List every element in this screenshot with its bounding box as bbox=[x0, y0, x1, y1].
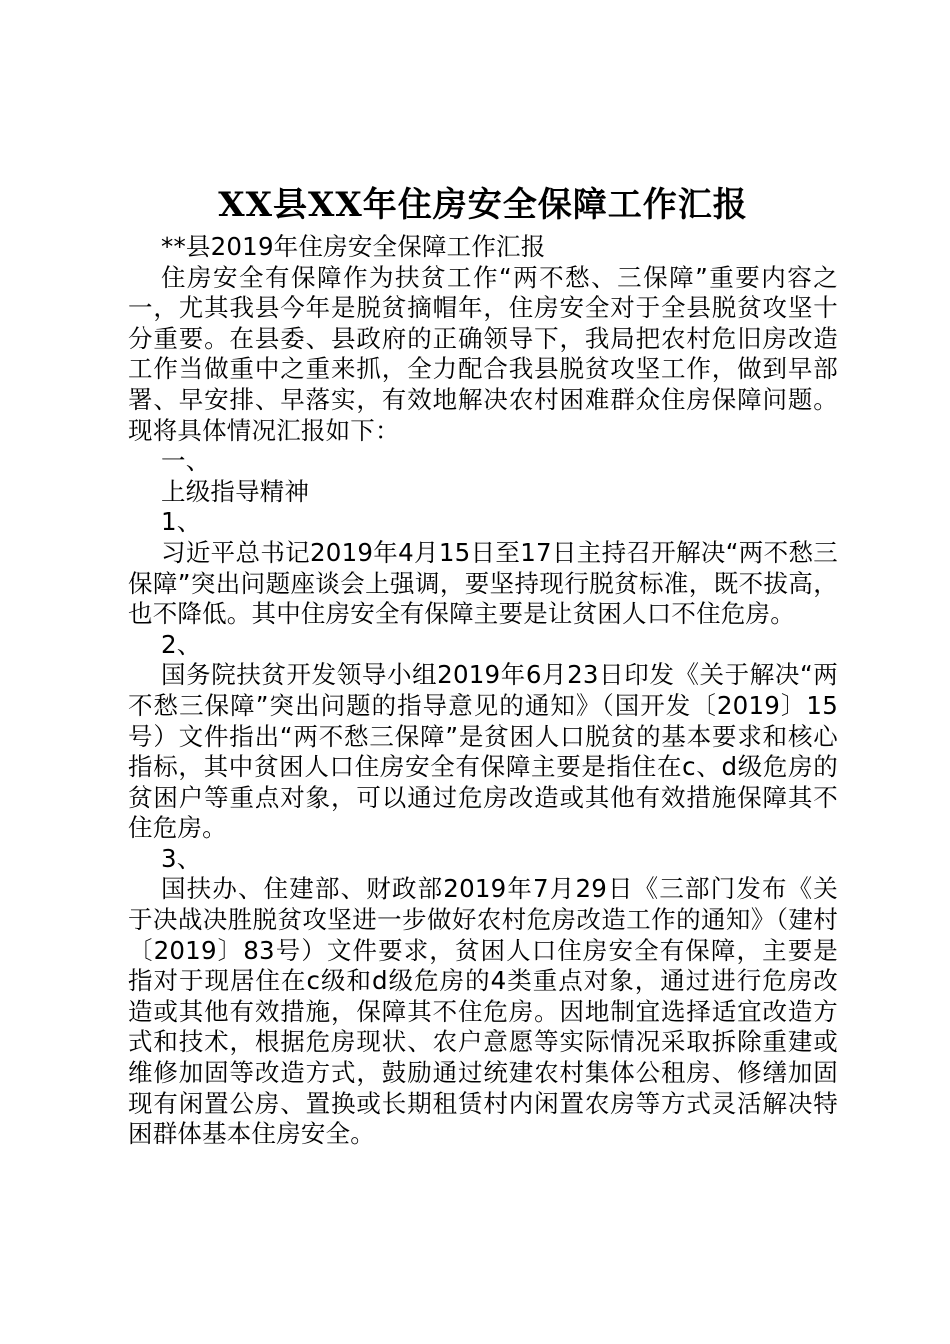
item-number-2: 2、 bbox=[161, 629, 202, 659]
item-paragraph-3: 国扶办、住建部、财政部2019年7月29日《三部门发布《关于决战决胜脱贫攻坚进一步做好农村危房改造工作的通知》（建村〔2019〕83号）文件要求，贫困人口住房安全有保障，主要是指对于现居住在c级和d级危房的4类重点对象，通过进行危房改造或其他有效措施，保障其不住危房。因地制宜选择适宜改造方式和技术，根据危房现状、农户意愿等实际情况采取拆除重建或维修加固等改造方式，鼓励通过统建农村集体公租房、修缮加固现有闲置公房、置换或长期租赁村内闲置农房等方式灵活解决特困群体基本住房安全。 bbox=[128, 874, 838, 1149]
intro-paragraph: 住房安全有保障作为扶贫工作“两不愁、三保障”重要内容之一，尤其我县今年是脱贫摘帽年，住房安全对于全县脱贫攻坚十分重要。在县委、县政府的正确领导下，我局把农村危旧房改造工作当做重中之重来抓，全力配合我县脱贫攻坚工作，做到早部署、早安排、早落实，有效地解决农村困难群众住房保障问题。现将具体情况汇报如下： bbox=[128, 262, 838, 445]
section-heading: 上级指导精神 bbox=[161, 476, 310, 506]
item-paragraph-2: 国务院扶贫开发领导小组2019年6月23日印发《关于解决“两不愁三保障”突出问题的指导意见的通知》（国开发〔2019〕15号）文件指出“两不愁三保障”是贫困人口脱贫的基本要求和核心指标，其中贫困人口住房安全有保障主要是指住在c、d级危房的贫困户等重点对象，可以通过危房改造或其他有效措施保障其不住危房。 bbox=[128, 660, 838, 843]
item-number-3: 3、 bbox=[161, 843, 202, 873]
item-paragraph-1: 习近平总书记2019年4月15日至17日主持召开解决“两不愁三保障”突出问题座谈会上强调，要坚持现行脱贫标准，既不拔高，也不降低。其中住房安全有保障主要是让贫困人口不住危房。 bbox=[128, 537, 838, 629]
section-number: 一、 bbox=[161, 446, 211, 476]
document-title: XX县XX年住房安全保障工作汇报 bbox=[218, 185, 748, 225]
item-number-1: 1、 bbox=[161, 507, 202, 537]
report-subtitle: **县2019年住房安全保障工作汇报 bbox=[161, 232, 546, 261]
document-page bbox=[128, 182, 838, 1150]
